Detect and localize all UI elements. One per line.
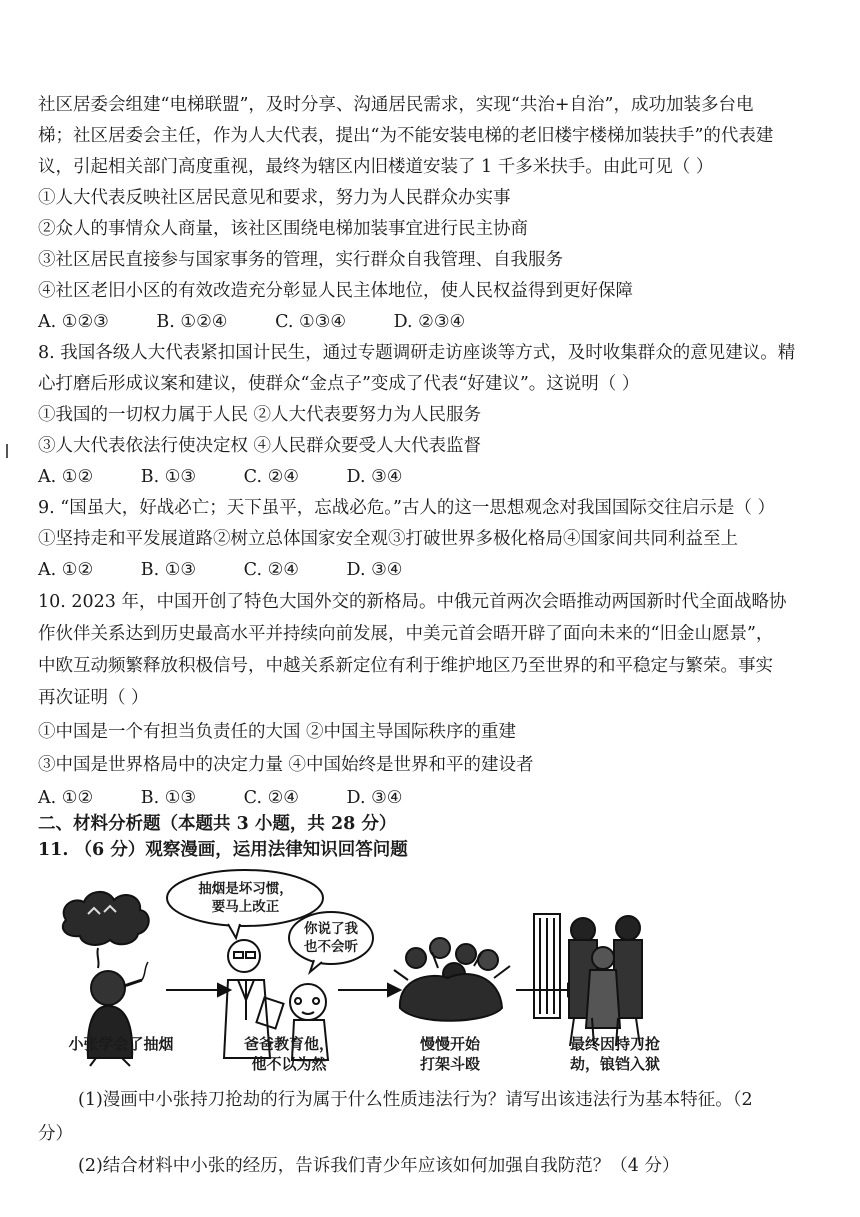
caption-4-line-2: 劫，锒铛入狱 xyxy=(569,1055,660,1073)
arrow-1 xyxy=(166,984,230,996)
q9-statement-1: ①坚持走和平发展道路②树立总体国家安全观③打破世界多极化格局④国家间共同利益至上 xyxy=(38,529,738,549)
q10-option-b: B. ①③ xyxy=(140,788,197,808)
panel-jail xyxy=(534,914,642,1046)
q7-line-3: 议，引起相关部门高度重视，最终为辖区内旧楼道安装了 1 千多米扶手。由此可见（ ） xyxy=(38,157,714,177)
q10-line-4: 再次证明（ ） xyxy=(38,688,149,708)
q9-options xyxy=(38,558,828,582)
comic-strip xyxy=(38,868,828,1078)
bubble-father-line-1: 抽烟是坏习惯， xyxy=(198,881,293,897)
bubble-son xyxy=(293,920,369,956)
q10-line-3: 中欧互动频繁释放积极信号，中越关系新定位有利于维护地区乃至世界的和平稳定与繁荣。事实 xyxy=(38,656,773,676)
subq-1-line-2: 分） xyxy=(38,1124,73,1144)
q10-line-1: 10. 2023 年，中国开创了特色大国外交的新格局。中俄元首两次会晤推动两国新时代全面战略协 xyxy=(38,592,787,612)
q9-option-b: B. ①③ xyxy=(140,560,197,580)
q7-options xyxy=(38,310,828,334)
q8-statement-2: ③人大代表依法行使决定权 ④人民群众要受人大代表监督 xyxy=(38,436,482,456)
q9-option-c: C. ②④ xyxy=(243,560,299,580)
panel-fighting xyxy=(394,938,510,1021)
q7-option-a: A. ①②③ xyxy=(38,312,109,332)
arrow-2 xyxy=(338,984,400,996)
q7-line-2: 梯；社区居委会主任，作为人大代表，提出“为不能安装电梯的老旧楼宇楼梯加装扶手”的代表建 xyxy=(38,126,774,146)
bubble-father xyxy=(188,880,303,916)
caption-1: 小张学会了抽烟 xyxy=(68,1035,174,1053)
q7-option-d: D. ②③④ xyxy=(393,312,466,332)
caption-3-line-2: 打架斗殴 xyxy=(419,1055,480,1073)
q7-statement-3: ③社区居民直接参与国家事务的管理，实行群众自我管理、自我服务 xyxy=(38,250,563,270)
q8-statement-1: ①我国的一切权力属于人民 ②人大代表要努力为人民服务 xyxy=(38,405,482,425)
q7-option-c: C. ①③④ xyxy=(275,312,347,332)
q8-option-c: C. ②④ xyxy=(243,467,299,487)
q7-statement-1: ①人大代表反映社区居民意见和要求，努力为人民群众办实事 xyxy=(38,188,511,208)
q8-options xyxy=(38,465,828,489)
q9-option-d: D. ③④ xyxy=(346,560,403,580)
q10-statement-2: ③中国是世界格局中的决定力量 ④中国始终是世界和平的建设者 xyxy=(38,755,534,775)
caption-2 xyxy=(234,1034,344,1074)
section-heading: 二、材料分析题（本题共 3 小题，共 28 分） xyxy=(38,814,397,834)
caption-2-line-2: 他不以为然 xyxy=(251,1055,327,1073)
q10-option-c: C. ②④ xyxy=(243,788,299,808)
subq-2: (2)结合材料中小张的经历，告诉我们青少年应该如何加强自我防范？（4 分） xyxy=(78,1156,680,1176)
bubble-father-line-2: 要马上改正 xyxy=(211,899,280,915)
q7-statement-2: ②众人的事情众人商量，该社区围绕电梯加装事宜进行民主协商 xyxy=(38,219,528,239)
bubble-son-line-2: 也不会听 xyxy=(304,939,358,955)
q8-line-2: 心打磨后形成议案和建议，使群众“金点子”变成了代表“好建议”。这说明（ ） xyxy=(38,374,640,394)
q9-line-1: 9. “国虽大，好战必亡；天下虽平，忘战必危。”古人的这一思想观念对我国国际交往启示是（ ） xyxy=(38,498,775,518)
q10-line-2: 作伙伴关系达到历史最高水平并持续向前发展，中美元首会晤开辟了面向未来的“旧金山愿景”， xyxy=(38,624,774,644)
caption-3-line-1: 慢慢开始 xyxy=(419,1035,480,1053)
subq-1-line-1: (1)漫画中小张持刀抢劫的行为属于什么性质违法行为？请写出该违法行为基本特征。（2 xyxy=(78,1090,753,1110)
margin-mark xyxy=(6,444,8,458)
q8-option-b: B. ①③ xyxy=(140,467,197,487)
q11-title: 11. （6 分）观察漫画，运用法律知识回答问题 xyxy=(38,840,408,860)
q10-options xyxy=(38,786,828,810)
q8-line-1: 8. 我国各级人大代表紧扣国计民生，通过专题调研走访座谈等方式，及时收集群众的意见建议。精 xyxy=(38,343,796,363)
caption-4 xyxy=(550,1034,680,1074)
q10-option-a: A. ①② xyxy=(38,788,94,808)
q10-statement-1: ①中国是一个有担当负责任的大国 ②中国主导国际秩序的重建 xyxy=(38,722,517,742)
bubble-son-line-1: 你说了我 xyxy=(304,921,358,937)
q7-statement-4: ④社区老旧小区的有效改造充分彰显人民主体地位，使人民权益得到更好保障 xyxy=(38,281,633,301)
q8-option-d: D. ③④ xyxy=(346,467,403,487)
caption-2-line-1: 爸爸教育他， xyxy=(243,1035,334,1053)
q10-option-d: D. ③④ xyxy=(346,788,403,808)
caption-3 xyxy=(400,1034,500,1074)
q7-option-b: B. ①②④ xyxy=(156,312,228,332)
q7-line-1: 社区居委会组建“电梯联盟”，及时分享、沟通居民需求，实现“共治+自治”，成功加装多台电 xyxy=(38,95,754,115)
q8-option-a: A. ①② xyxy=(38,467,94,487)
q9-option-a: A. ①② xyxy=(38,560,94,580)
caption-4-line-1: 最终因持刀抢 xyxy=(569,1035,660,1053)
